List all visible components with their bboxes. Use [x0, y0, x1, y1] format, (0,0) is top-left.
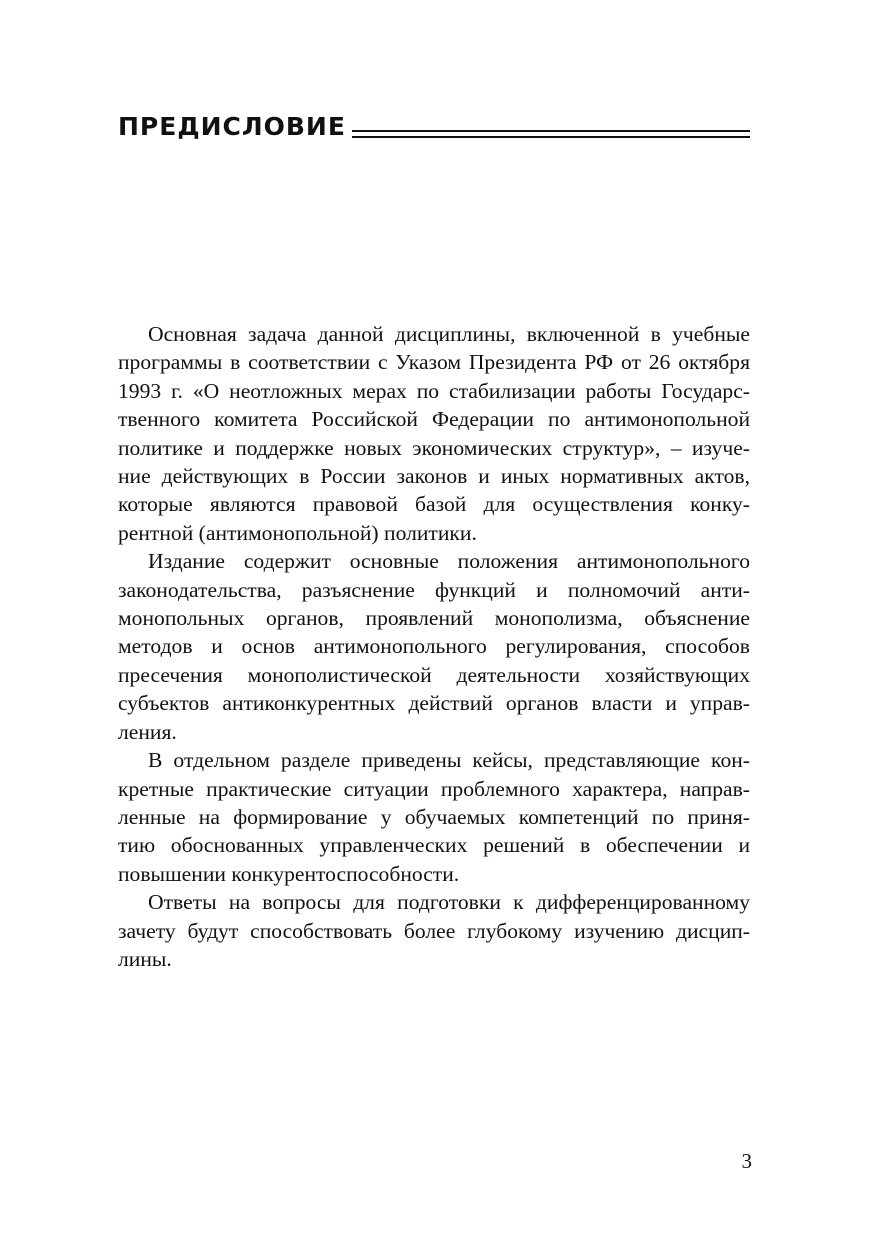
- text-line: тию обоснованных управленческих решений в обеспечении и: [118, 833, 750, 858]
- heading-double-rule: [352, 130, 750, 138]
- text-line: Издание содержит основные положения антимонопольного: [148, 549, 750, 574]
- text-line: твенного комитета Российской Федерации по антимонопольной: [118, 407, 750, 432]
- text-line: ленные на формирование у обучаемых компетенций по приня-: [118, 804, 750, 829]
- text-line: 1993 г. «О неотложных мерах по стабилизации работы Государс-: [118, 378, 750, 403]
- heading-row: [118, 112, 750, 142]
- text-line: субъектов антиконкурентных действий органов власти и управ-: [118, 691, 750, 716]
- text-line: Основная задача данной дисциплины, включенной в учебные: [148, 322, 750, 346]
- text-line: политике и поддержке новых экономических структур», – изуче-: [118, 435, 750, 460]
- text-line: программы в соответствии с Указом Президента РФ от 26 октября: [118, 350, 750, 375]
- page-title: ПРЕДИСЛОВИЕ: [118, 112, 346, 141]
- preface-body: [118, 320, 750, 973]
- text-line: кретные практические ситуации проблемного характера, направ-: [118, 776, 750, 801]
- text-line: лины.: [118, 946, 172, 971]
- text-line: ления.: [118, 719, 177, 744]
- paragraph-2: [118, 547, 750, 746]
- text-line: рентной (антимонопольной) политики.: [118, 520, 477, 545]
- text-line: зачету будут способствовать более глубокому изучению дисцип-: [118, 918, 750, 943]
- paragraph-3: [118, 746, 750, 888]
- text-line: законодательства, разъяснение функций и полномочий анти-: [118, 577, 750, 602]
- text-line: В отдельном разделе приведены кейсы, представляющие кон-: [148, 748, 750, 773]
- text-line: методов и основ антимонопольного регулирования, способов: [118, 634, 750, 659]
- paragraph-4: [118, 888, 750, 973]
- text-line: повышении конкурентоспособности.: [118, 861, 460, 886]
- text-line: монопольных органов, проявлений монополизма, объяснение: [118, 606, 750, 631]
- text-line: которые являются правовой базой для осуществления конку-: [118, 492, 750, 517]
- text-line: пресечения монополистической деятельности хозяйствующих: [118, 662, 750, 687]
- page-number: 3: [741, 1149, 752, 1173]
- text-line: Ответы на вопросы для подготовки к дифференцированному: [148, 890, 750, 915]
- paragraph-1: [118, 320, 750, 547]
- text-line: ние действующих в России законов и иных нормативных актов,: [118, 464, 750, 489]
